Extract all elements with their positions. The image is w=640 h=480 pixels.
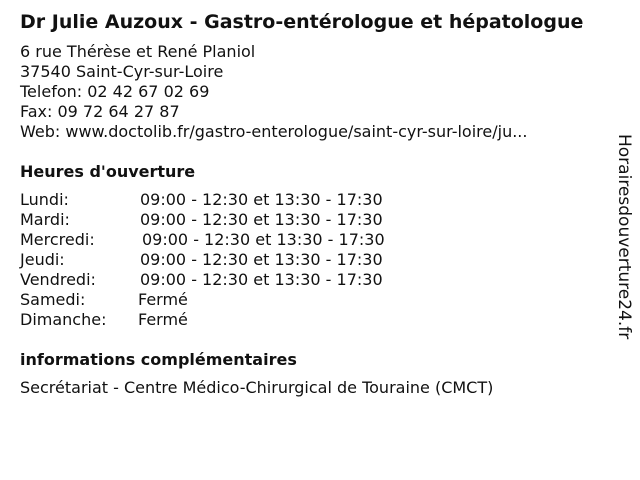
hours-row xyxy=(20,250,620,270)
address-line-2: 37540 Saint-Cyr-sur-Loire xyxy=(20,62,224,81)
watermark: Horairesdouverture24.fr xyxy=(614,134,634,340)
day-label: Vendredi: xyxy=(20,270,96,289)
day-label: Mardi: xyxy=(20,210,70,229)
hours-value: 09:00 - 12:30 et 13:30 - 17:30 xyxy=(140,270,383,289)
hours-value: 09:00 - 12:30 et 13:30 - 17:30 xyxy=(142,230,385,249)
hours-table xyxy=(20,190,620,330)
hours-row xyxy=(20,190,620,210)
hours-row xyxy=(20,210,620,230)
hours-value: Fermé xyxy=(138,310,188,329)
hours-value: 09:00 - 12:30 et 13:30 - 17:30 xyxy=(140,190,383,209)
fax-line: Fax: 09 72 64 27 87 xyxy=(20,102,180,121)
hours-row xyxy=(20,310,620,330)
info-text: Secrétariat - Centre Médico-Chirurgical de Touraine (CMCT) xyxy=(20,378,494,397)
hours-row xyxy=(20,270,620,290)
web-line[interactable]: Web: www.doctolib.fr/gastro-enterologue/saint-cyr-sur-loire/ju... xyxy=(20,122,528,141)
day-label: Jeudi: xyxy=(20,250,65,269)
hours-title: Heures d'ouverture xyxy=(20,162,196,181)
hours-value: 09:00 - 12:30 et 13:30 - 17:30 xyxy=(140,210,383,229)
day-label: Mercredi: xyxy=(20,230,95,249)
day-label: Samedi: xyxy=(20,290,86,309)
hours-value: 09:00 - 12:30 et 13:30 - 17:30 xyxy=(140,250,383,269)
day-label: Lundi: xyxy=(20,190,69,209)
day-label: Dimanche: xyxy=(20,310,107,329)
info-title: informations complémentaires xyxy=(20,350,297,369)
business-name: Dr Julie Auzoux - Gastro-entérologue et hépatologue xyxy=(20,11,584,33)
phone-line: Telefon: 02 42 67 02 69 xyxy=(20,82,210,101)
hours-row xyxy=(20,230,620,250)
hours-row xyxy=(20,290,620,310)
business-card xyxy=(20,10,620,398)
address-line-1: 6 rue Thérèse et René Planiol xyxy=(20,42,256,61)
hours-value: Fermé xyxy=(138,290,188,309)
